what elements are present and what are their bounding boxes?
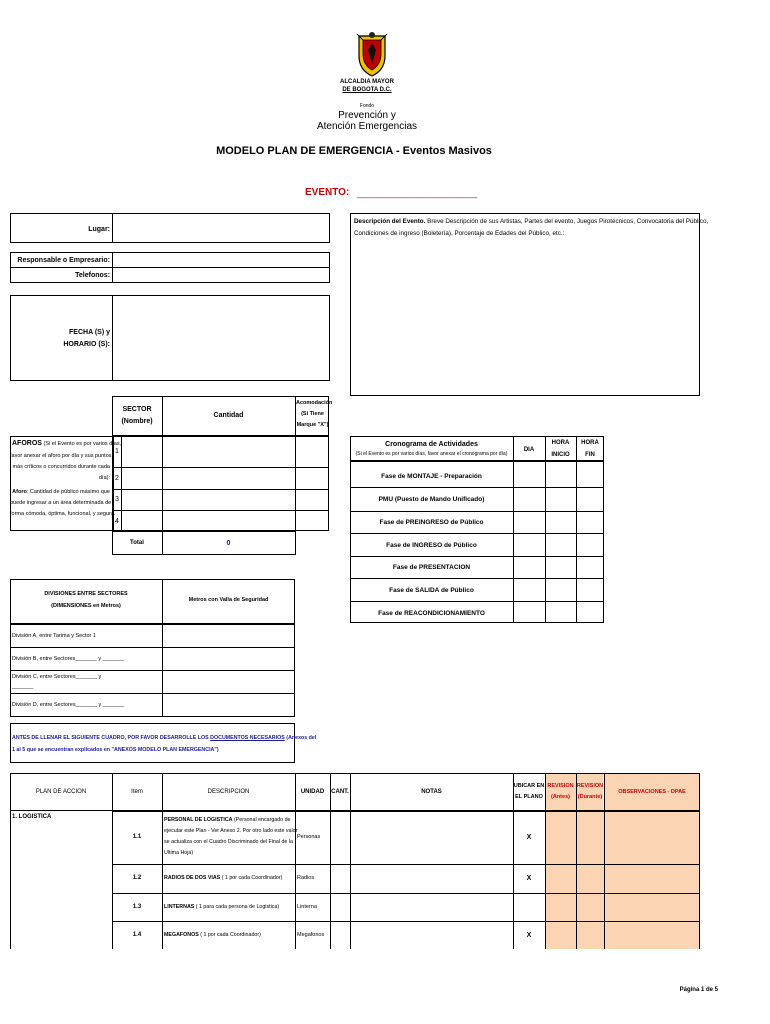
descripcion-header: DESCRIPCION bbox=[207, 789, 250, 795]
hora-inicio-header-2: INICIO bbox=[551, 452, 570, 458]
division-a: División A, entre Tarima y Sector 1 bbox=[12, 633, 96, 639]
division-c: División C, entre Sectores_______ y bbox=[12, 674, 102, 680]
org-name-line1: ALCALDIA MAYOR bbox=[340, 79, 394, 85]
unidad-1-4: Megafonos bbox=[297, 932, 325, 938]
item-1-3: 1.3 bbox=[132, 904, 142, 910]
ubicar-header-1: UBICAR EN bbox=[513, 783, 545, 789]
desc-1-1-line1: PERSONAL DE LOGISTICA (Personal encargado de bbox=[164, 817, 291, 823]
aforo-row-3: 3 bbox=[115, 496, 119, 503]
aforos-grid bbox=[112, 436, 329, 531]
fase-ingreso: Fase de INGRESO de Público bbox=[386, 542, 477, 549]
aforos-label-2: favor anexar el aforo por día y sus puntos bbox=[10, 453, 112, 459]
acomodacion-header-2: (Si Tiene bbox=[301, 411, 324, 417]
desc-1-3: LINTERNAS ( 1 para cada persona de Logistica) bbox=[164, 904, 280, 910]
fase-montaje: Fase de MONTAJE - Preparación bbox=[381, 473, 482, 480]
divisiones-header-1: DIVISIONES ENTRE SECTORES bbox=[44, 591, 128, 597]
fase-presentacion: Fase de PRESENTACION bbox=[392, 564, 471, 571]
revision-antes-2: (Antes) bbox=[551, 794, 570, 800]
fase-reacondicionamiento: Fase de REACONDICIONAMIENTO bbox=[378, 610, 485, 617]
item-1-2: 1.2 bbox=[132, 875, 142, 881]
sector-header-1: SECTOR bbox=[122, 406, 152, 413]
page-number: Página 1 de 5 bbox=[679, 987, 718, 993]
division-c-cont: _______ bbox=[12, 684, 34, 690]
fund-name-line2: Atención Emergencias bbox=[316, 121, 418, 132]
fase-pmu: PMU (Puesto de Mando Unificado) bbox=[378, 496, 485, 503]
ubicar-1-1[interactable]: X bbox=[526, 834, 532, 841]
acomodacion-header-1: Acomodación bbox=[296, 400, 333, 406]
aforos-label-3: más críticos o concurridos durante cada bbox=[12, 464, 110, 470]
lugar-label: Lugar: bbox=[88, 226, 110, 233]
notice-line1: ANTES DE LLENAR EL SIGUIENTE CUADRO, POR FAVOR DESARROLLE LOS DOCUMENTOS NECESARIOS (Anexos del bbox=[12, 735, 317, 741]
dia-header: DIA bbox=[523, 447, 535, 453]
aforos-label-1: AFOROS (Si el Evento es por varios días, bbox=[12, 440, 122, 447]
org-name-line2: DE BOGOTA D.C. bbox=[342, 87, 392, 93]
hora-fin-header-2: FIN bbox=[585, 452, 595, 458]
aforo-def-1: Aforo: Cantidad de público máximo que bbox=[12, 489, 110, 495]
section-logistica: 1. LOGISTICA bbox=[12, 814, 52, 820]
fecha-label-1: FECHA (S) y bbox=[69, 329, 110, 336]
acomodacion-header-3: Marque "X") bbox=[296, 422, 329, 428]
item-1-1: 1.1 bbox=[132, 834, 142, 840]
cant-header: CANT. bbox=[331, 789, 349, 795]
notice-line2: 1 al 5 que se encuentran explicados en "ANEXOS MODELO PLAN EMERGENCIA") bbox=[12, 747, 219, 753]
division-b: División B, entre Sectores_______ y _______ bbox=[12, 656, 124, 662]
desc-1-4: MEGAFONOS ( 1 por cada Coordinador) bbox=[164, 932, 261, 938]
revision-antes-1: REVISION bbox=[547, 783, 574, 789]
unidad-header: UNIDAD bbox=[300, 789, 325, 795]
fase-preingreso: Fase de PREINGRESO de Público bbox=[379, 519, 484, 526]
fund-name-line1: Prevención y bbox=[338, 110, 396, 121]
metros-header: Metros con Valla de Seguridad bbox=[188, 597, 269, 603]
descripcion-line2: Condiciones de ingreso (Boletería), Porcentaje de Edades del Público, etc.: bbox=[354, 230, 565, 237]
item-1-4: 1.4 bbox=[132, 932, 142, 938]
notice-box bbox=[10, 723, 295, 763]
aforo-total-value: 0 bbox=[226, 540, 231, 547]
notas-header: NOTAS bbox=[421, 789, 442, 795]
cantidad-header: Cantidad bbox=[213, 412, 244, 419]
fondo-label: Fondo bbox=[359, 103, 375, 109]
fecha-label-2: HORARIO (S): bbox=[63, 341, 110, 348]
evento-line: ________________________ bbox=[357, 188, 478, 198]
unidad-1-1: Personas bbox=[297, 834, 321, 840]
responsable-field[interactable] bbox=[113, 253, 329, 267]
coat-of-arms-logo bbox=[355, 30, 389, 78]
desc-1-1-line4: Ultima Hoja) bbox=[164, 850, 194, 856]
ubicar-1-2[interactable]: X bbox=[526, 875, 532, 882]
hora-inicio-header-1: HORA bbox=[551, 440, 570, 446]
descripcion-line1: Descripción del Evento. Breve Descripción de sus Artistas, Partes del evento, Juegos Pirotécnicos, Convocatoria del Público, bbox=[354, 218, 709, 225]
aforo-def-3: forma cómoda, óptima, funcional, y segura. bbox=[10, 511, 116, 517]
aforo-row-2: 2 bbox=[115, 475, 119, 482]
aforo-row-1: 1 bbox=[115, 448, 119, 455]
revision-durante-2: (Durante) bbox=[577, 794, 603, 800]
ubicar-1-4[interactable]: X bbox=[526, 932, 532, 939]
revision-durante-1: REVISION bbox=[576, 783, 604, 789]
documentos-link[interactable]: DOCUMENTOS NECESARIOS bbox=[210, 735, 285, 741]
responsable-label: Responsable o Empresario: bbox=[17, 257, 110, 264]
aforo-row-4: 4 bbox=[115, 518, 119, 525]
telefonos-label: Telefonos: bbox=[75, 272, 110, 279]
aforo-def-2: puede ingresar a un área determinada de bbox=[10, 500, 112, 506]
lugar-field[interactable] bbox=[113, 214, 329, 242]
aforo-total-label: Total bbox=[130, 540, 144, 546]
desc-1-1-line2: ejecutar este Plan - Ver Anexo 2. Por otro lado este valor bbox=[164, 828, 298, 834]
unidad-1-3: Linterna bbox=[297, 904, 317, 910]
unidad-1-2: Radios bbox=[297, 875, 315, 881]
page-title: MODELO PLAN DE EMERGENCIA - Eventos Masivos bbox=[216, 145, 492, 157]
cronograma-title: Cronograma de Actividades bbox=[385, 441, 478, 448]
fase-salida: Fase de SALIDA de Público bbox=[389, 587, 474, 594]
cronograma-subtitle: (Si el Evento es por varios días, favor anexar el cronograma por día) bbox=[355, 451, 508, 457]
telefonos-field[interactable] bbox=[113, 268, 329, 282]
ubicar-header-2: EL PLANO bbox=[515, 794, 543, 800]
observaciones-header: OBSERVACIONES - DPAE bbox=[618, 789, 686, 795]
desc-1-1-line3: se actualiza con el Cuadro Discriminado del Final de la bbox=[164, 839, 293, 845]
aforos-label-4: día): bbox=[98, 475, 110, 481]
sector-header-2: (Nombre) bbox=[121, 418, 153, 425]
plan-header: PLAN DE ACCION bbox=[35, 789, 87, 795]
desc-1-2: RADIOS DE DOS VIAS ( 1 por cada Coordinador) bbox=[164, 875, 283, 881]
descripcion-box[interactable] bbox=[350, 213, 700, 396]
fecha-field[interactable] bbox=[113, 296, 329, 380]
hora-fin-header-1: HORA bbox=[581, 440, 599, 446]
item-header: Item bbox=[131, 789, 143, 795]
evento-label: EVENTO: bbox=[305, 187, 350, 198]
divisiones-header-2: (DIMENSIONES en Metros) bbox=[51, 603, 121, 609]
division-d: División D, entre Sectores_______ y _______ bbox=[12, 702, 125, 708]
